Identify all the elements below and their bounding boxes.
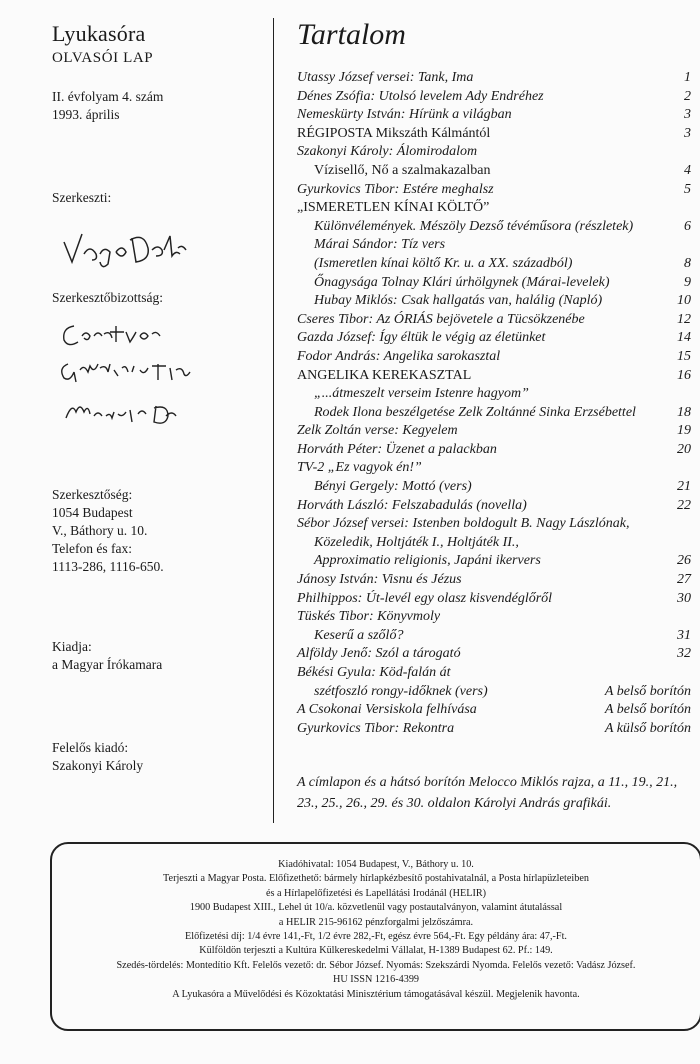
office-line: 1054 Budapest <box>52 505 133 520</box>
toc-entry-page: 6 <box>684 218 691 234</box>
toc-entry <box>297 571 691 590</box>
toc-entry-page: 3 <box>684 125 691 141</box>
toc-entry-title: Bényi Gergely: Mottó (vers) <box>314 479 472 495</box>
toc-entry <box>297 236 691 255</box>
toc-entry-title: Horváth László: Felszabadulás (novella) <box>297 497 527 513</box>
toc-entry-title: Rodek Ilona beszélgetése Zelk Zoltánné Sinka Erzsébettel <box>314 404 636 420</box>
toc-entry-title: Dénes Zsófia: Utolsó levelem Ady Endréhez <box>297 88 544 104</box>
toc-entry-title: Alföldy Jenő: Szól a tárogató <box>297 646 461 662</box>
responsible-label: Felelős kiadó: <box>52 740 129 755</box>
toc-entry-title: Közeledik, Holtjáték I., Holtjáték II., <box>314 534 519 550</box>
toc-entry <box>297 125 691 144</box>
toc-entry-title: Békési Gyula: Köd-falán át <box>297 665 451 680</box>
toc-entry-page: 2 <box>684 88 691 104</box>
toc-entry-title: „...átmeszelt verseim Istenre hagyom” <box>314 386 529 402</box>
toc-entry-title: Őnagysága Tolnay Klári úrhölgynek (Márai-levelek) <box>314 274 610 290</box>
toc-entry-title: Hubay Miklós: Csak hallgatás van, halálig (Napló) <box>314 293 603 309</box>
toc-entry-page: 5 <box>684 181 691 197</box>
toc-entry <box>297 720 691 739</box>
toc-entry <box>297 311 691 330</box>
toc-entry <box>297 367 691 386</box>
toc-entry <box>297 255 691 274</box>
toc-entry <box>297 627 691 646</box>
publisher-label: Kiadja: <box>52 639 92 654</box>
toc-entry <box>297 608 691 627</box>
toc-entry <box>297 162 691 181</box>
toc-entry-title: Fodor András: Angelika sarokasztal <box>297 348 501 364</box>
board-label: Szerkesztőbizottság: <box>52 290 163 305</box>
toc-entry-page: 14 <box>677 330 691 346</box>
toc-entry-title: szétfoszló rongy-időknek (vers) <box>314 683 488 699</box>
toc-entry <box>297 590 691 609</box>
responsible-name: Szakonyi Károly <box>52 758 144 773</box>
toc-entry-title: Keserű a szőlő? <box>314 627 404 643</box>
toc-entry <box>297 348 691 367</box>
toc-entry-title: Horváth Péter: Üzenet a palackban <box>297 441 497 457</box>
imprint-line: HU ISSN 1216-4399 <box>332 974 420 986</box>
toc-entry-title: Tüskés Tibor: Könyvmoly <box>297 609 441 625</box>
toc-entry-title: TV-2 „Ez vagyok én!” <box>297 460 422 476</box>
imprint-line: A Lyukasóra a Művelődési és Közoktatási Minisztérium támogatásával készül. Megjelenik havonta. <box>172 988 580 1000</box>
imprint-line: Előfizetési díj: 1/4 évre 141,-Ft, 1/2 évre 282,-Ft, egész évre 564,-Ft. Egy példány ára: 47,-Ft. <box>185 931 567 943</box>
imprint-text <box>52 858 700 1002</box>
toc-title: Tartalom <box>297 18 406 51</box>
imprint-line: Külföldön terjeszti a Kultúra Külkereskedelmi Vállalat, H-1389 Budapest 62. Pf.: 149. <box>199 945 553 957</box>
toc-entry <box>297 106 691 125</box>
toc-entry <box>297 218 691 237</box>
toc-entry-title: (Ismeretlen kínai költő Kr. u. a XX. századból) <box>314 255 573 271</box>
toc-entry-page: 31 <box>677 627 691 643</box>
toc-entry <box>297 329 691 348</box>
board-signature-1 <box>60 318 170 350</box>
toc-entry-page: A belső borítón <box>604 683 691 699</box>
toc-entry <box>297 404 691 423</box>
issue-date: 1993. április <box>52 107 120 122</box>
toc-entry-page: 21 <box>677 479 691 495</box>
toc-entry <box>297 459 691 478</box>
imprint-line: Szedés-tördelés: Montedítio Kft. Felelős vezető: dr. Sébor József. Nyomás: Szekszárdi Nyomda. Felelős vezető: Vadász József. <box>116 959 636 971</box>
imprint-line: Kiadóhivatal: 1054 Budapest, V., Báthory u. 10. <box>278 859 474 870</box>
toc-entry-title: Jánosy István: Visnu és Jézus <box>297 572 462 588</box>
toc-entry-title: Zelk Zoltán verse: Kegyelem <box>297 423 458 439</box>
toc-entry <box>297 88 691 107</box>
toc-entry-page: 20 <box>677 441 691 457</box>
imprint-line: Terjeszti a Magyar Posta. Előfizethető: bármely hírlapkézbesítő postahivatalnál, a Posta hírlapüzleteiben <box>163 873 589 885</box>
toc-entry <box>297 292 691 311</box>
toc-entry-page: 30 <box>677 590 691 606</box>
toc-entry-title: ANGELIKA KEREKASZTAL <box>297 367 472 383</box>
editor-signature <box>60 220 190 270</box>
imprint-line: és a Hírlapelőfizetési és Lapellátási Irodánál (HELIR) <box>265 887 487 899</box>
toc-entry <box>297 534 691 553</box>
toc-entry <box>297 199 691 218</box>
editor-label: Szerkeszti: <box>52 190 112 205</box>
toc-entry-page: 19 <box>677 423 691 439</box>
toc-entry <box>297 274 691 293</box>
toc-entry-page: 4 <box>684 162 691 178</box>
toc-entry-page: 8 <box>684 255 691 271</box>
toc-entry <box>297 478 691 497</box>
toc-entry-page: 26 <box>677 553 691 569</box>
journal-title: Lyukasóra <box>52 21 146 46</box>
toc-entry-title: Márai Sándor: Tíz vers <box>314 237 446 253</box>
toc-entry-title: Gazda József: Így éltük le végig az életünket <box>297 330 546 346</box>
toc-entry <box>297 143 691 162</box>
toc-entry-title: „ISMERETLEN KÍNAI KÖLTŐ” <box>297 200 490 216</box>
office-label: Szerkesztőség: <box>52 487 133 502</box>
toc-entry <box>297 552 691 571</box>
board-signature-2 <box>58 354 218 390</box>
toc-entry-page: 22 <box>677 497 691 513</box>
issue-volume: II. évfolyam 4. szám <box>52 89 164 104</box>
imprint-line: a HELIR 215-96162 pénzforgalmi jelzőszámra. <box>278 916 474 928</box>
illustration-credits: A címlapon és a hátsó borítón Melocco Miklós rajza, a 11., 19., 21., 23., 25., 26., 29. és 30. oldalon Károlyi András grafikái. <box>297 775 678 811</box>
toc-entry <box>297 441 691 460</box>
toc-entry-title: Vízisellő, Nő a szalmakazalban <box>314 162 491 178</box>
toc-entry-page: 9 <box>684 274 691 290</box>
office-line: V., Báthory u. 10. <box>52 523 148 538</box>
toc-entry-page: 15 <box>677 348 691 364</box>
toc-entry <box>297 497 691 516</box>
toc-entry-title: Sébor József versei: Istenben boldogult B. Nagy Lászlónak, <box>297 516 630 532</box>
toc-entry-page: 16 <box>677 367 691 383</box>
toc-entry-title: Cseres Tibor: Az ÓRIÁS bejövetele a Tücsökzenébe <box>297 311 585 327</box>
toc-entry-title: Nemeskürty István: Hírünk a világban <box>297 107 512 123</box>
toc-entry <box>297 701 691 720</box>
office-line: 1113-286, 1116-650. <box>52 559 164 574</box>
board-signature-3 <box>62 396 182 432</box>
toc-entry-title: Approximatio religionis, Japáni ikervers <box>314 553 541 569</box>
toc-entry <box>297 422 691 441</box>
toc-entry-page: 32 <box>677 646 691 662</box>
toc-entry <box>297 181 691 200</box>
toc-entry <box>297 683 691 702</box>
toc-entry-page: A belső borítón <box>604 702 691 718</box>
toc-entry-title: RÉGIPOSTA Mikszáth Kálmántól <box>297 125 491 141</box>
toc-entry-page: 27 <box>677 572 691 588</box>
toc-entry-title: Philhippos: Út-levél egy olasz kisvendéglőről <box>297 590 553 606</box>
toc-entry-title: Utassy József versei: Tank, Ima <box>297 70 474 85</box>
toc-entry-title: A Csokonai Versiskola felhívása <box>297 702 477 718</box>
table-of-contents <box>297 69 691 738</box>
publisher-name: a Magyar Írókamara <box>52 657 163 672</box>
toc-entry-page: 1 <box>684 70 691 85</box>
toc-entry-title: Gyurkovics Tibor: Rekontra <box>297 720 455 736</box>
toc-entry-page: 18 <box>677 404 691 420</box>
toc-entry <box>297 664 691 683</box>
column-divider <box>273 18 274 823</box>
toc-entry <box>297 69 691 88</box>
toc-entry-title: Gyurkovics Tibor: Estére meghalsz <box>297 181 494 197</box>
toc-entry-page: 3 <box>684 107 691 123</box>
toc-entry-title: Szakonyi Károly: Álomirodalom <box>297 144 478 160</box>
office-line: Telefon és fax: <box>52 541 133 556</box>
toc-entry <box>297 385 691 404</box>
toc-entry-page: 10 <box>677 293 691 309</box>
toc-entry <box>297 515 691 534</box>
journal-subtitle: OLVASÓI LAP <box>52 50 154 66</box>
toc-entry-title: Különvélemények. Mészöly Dezső tévéműsora (részletek) <box>314 218 634 234</box>
toc-entry-page: A külső borítón <box>604 720 691 736</box>
imprint-line: 1900 Budapest XIII., Lehel út 10/a. közvetlenül vagy postautalványon, valamint átutalással <box>189 902 563 914</box>
toc-entry-page: 12 <box>677 311 691 327</box>
toc-entry <box>297 645 691 664</box>
